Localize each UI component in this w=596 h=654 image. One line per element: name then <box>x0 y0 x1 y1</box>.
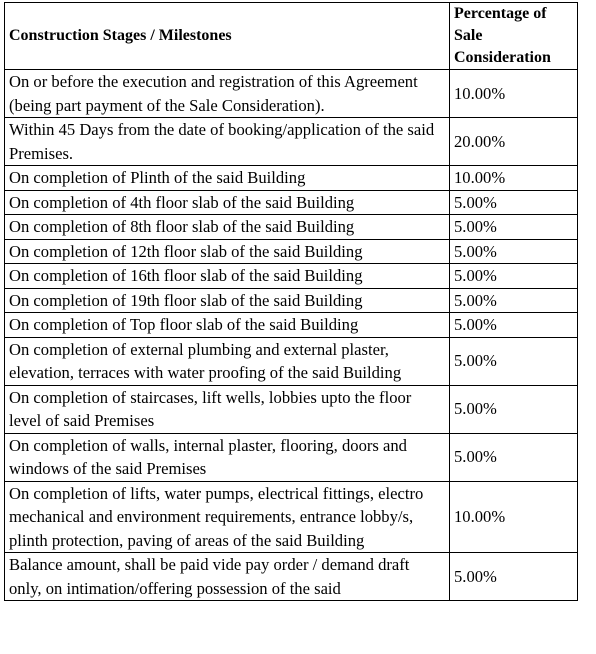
percent-cell: 10.00% <box>450 166 578 191</box>
header-row <box>5 3 578 70</box>
stage-cell: On or before the execution and registration of this Agreement (being part payment of the Sale Consideration). <box>5 70 450 118</box>
stage-cell: Balance amount, shall be paid vide pay order / demand draft only, on intimation/offering possession of the said <box>5 553 450 601</box>
stage-cell: On completion of Top floor slab of the said Building <box>5 313 450 338</box>
percent-cell: 5.00% <box>450 239 578 264</box>
table-row <box>5 70 578 118</box>
payment-schedule-table <box>4 2 578 601</box>
percent-cell: 5.00% <box>450 385 578 433</box>
table-row <box>5 385 578 433</box>
stage-cell: On completion of external plumbing and external plaster, elevation, terraces with water proofing of the said Building <box>5 337 450 385</box>
stage-cell: On completion of Plinth of the said Building <box>5 166 450 191</box>
stage-cell: On completion of lifts, water pumps, electrical fittings, electro mechanical and environment requirements, entrance lobby/s, plinth protection, paving of areas of the said Building <box>5 481 450 553</box>
percent-cell: 5.00% <box>450 288 578 313</box>
stage-cell: On completion of 4th floor slab of the said Building <box>5 190 450 215</box>
table-row <box>5 239 578 264</box>
percent-cell: 5.00% <box>450 313 578 338</box>
table-row <box>5 433 578 481</box>
stage-cell: On completion of 12th floor slab of the said Building <box>5 239 450 264</box>
percent-cell: 5.00% <box>450 433 578 481</box>
percent-cell: 10.00% <box>450 70 578 118</box>
percent-cell: 5.00% <box>450 215 578 240</box>
table-row <box>5 313 578 338</box>
percent-cell: 5.00% <box>450 553 578 601</box>
percent-cell: 5.00% <box>450 264 578 289</box>
table-row <box>5 166 578 191</box>
percent-cell: 5.00% <box>450 337 578 385</box>
stage-cell: On completion of walls, internal plaster, flooring, doors and windows of the said Premises <box>5 433 450 481</box>
header-stage: Construction Stages / Milestones <box>5 3 450 70</box>
percent-cell: 20.00% <box>450 118 578 166</box>
percent-cell: 5.00% <box>450 190 578 215</box>
stage-cell: On completion of 19th floor slab of the said Building <box>5 288 450 313</box>
stage-cell: Within 45 Days from the date of booking/application of the said Premises. <box>5 118 450 166</box>
percent-cell: 10.00% <box>450 481 578 553</box>
table-row <box>5 190 578 215</box>
table-row <box>5 553 578 601</box>
table-row <box>5 288 578 313</box>
table-row <box>5 118 578 166</box>
stage-cell: On completion of 8th floor slab of the said Building <box>5 215 450 240</box>
stage-cell: On completion of 16th floor slab of the said Building <box>5 264 450 289</box>
table-row <box>5 337 578 385</box>
stage-cell: On completion of staircases, lift wells, lobbies upto the floor level of said Premises <box>5 385 450 433</box>
table-row <box>5 481 578 553</box>
table-row <box>5 264 578 289</box>
table-row <box>5 215 578 240</box>
header-percent: Percentage of Sale Consideration <box>450 3 578 70</box>
